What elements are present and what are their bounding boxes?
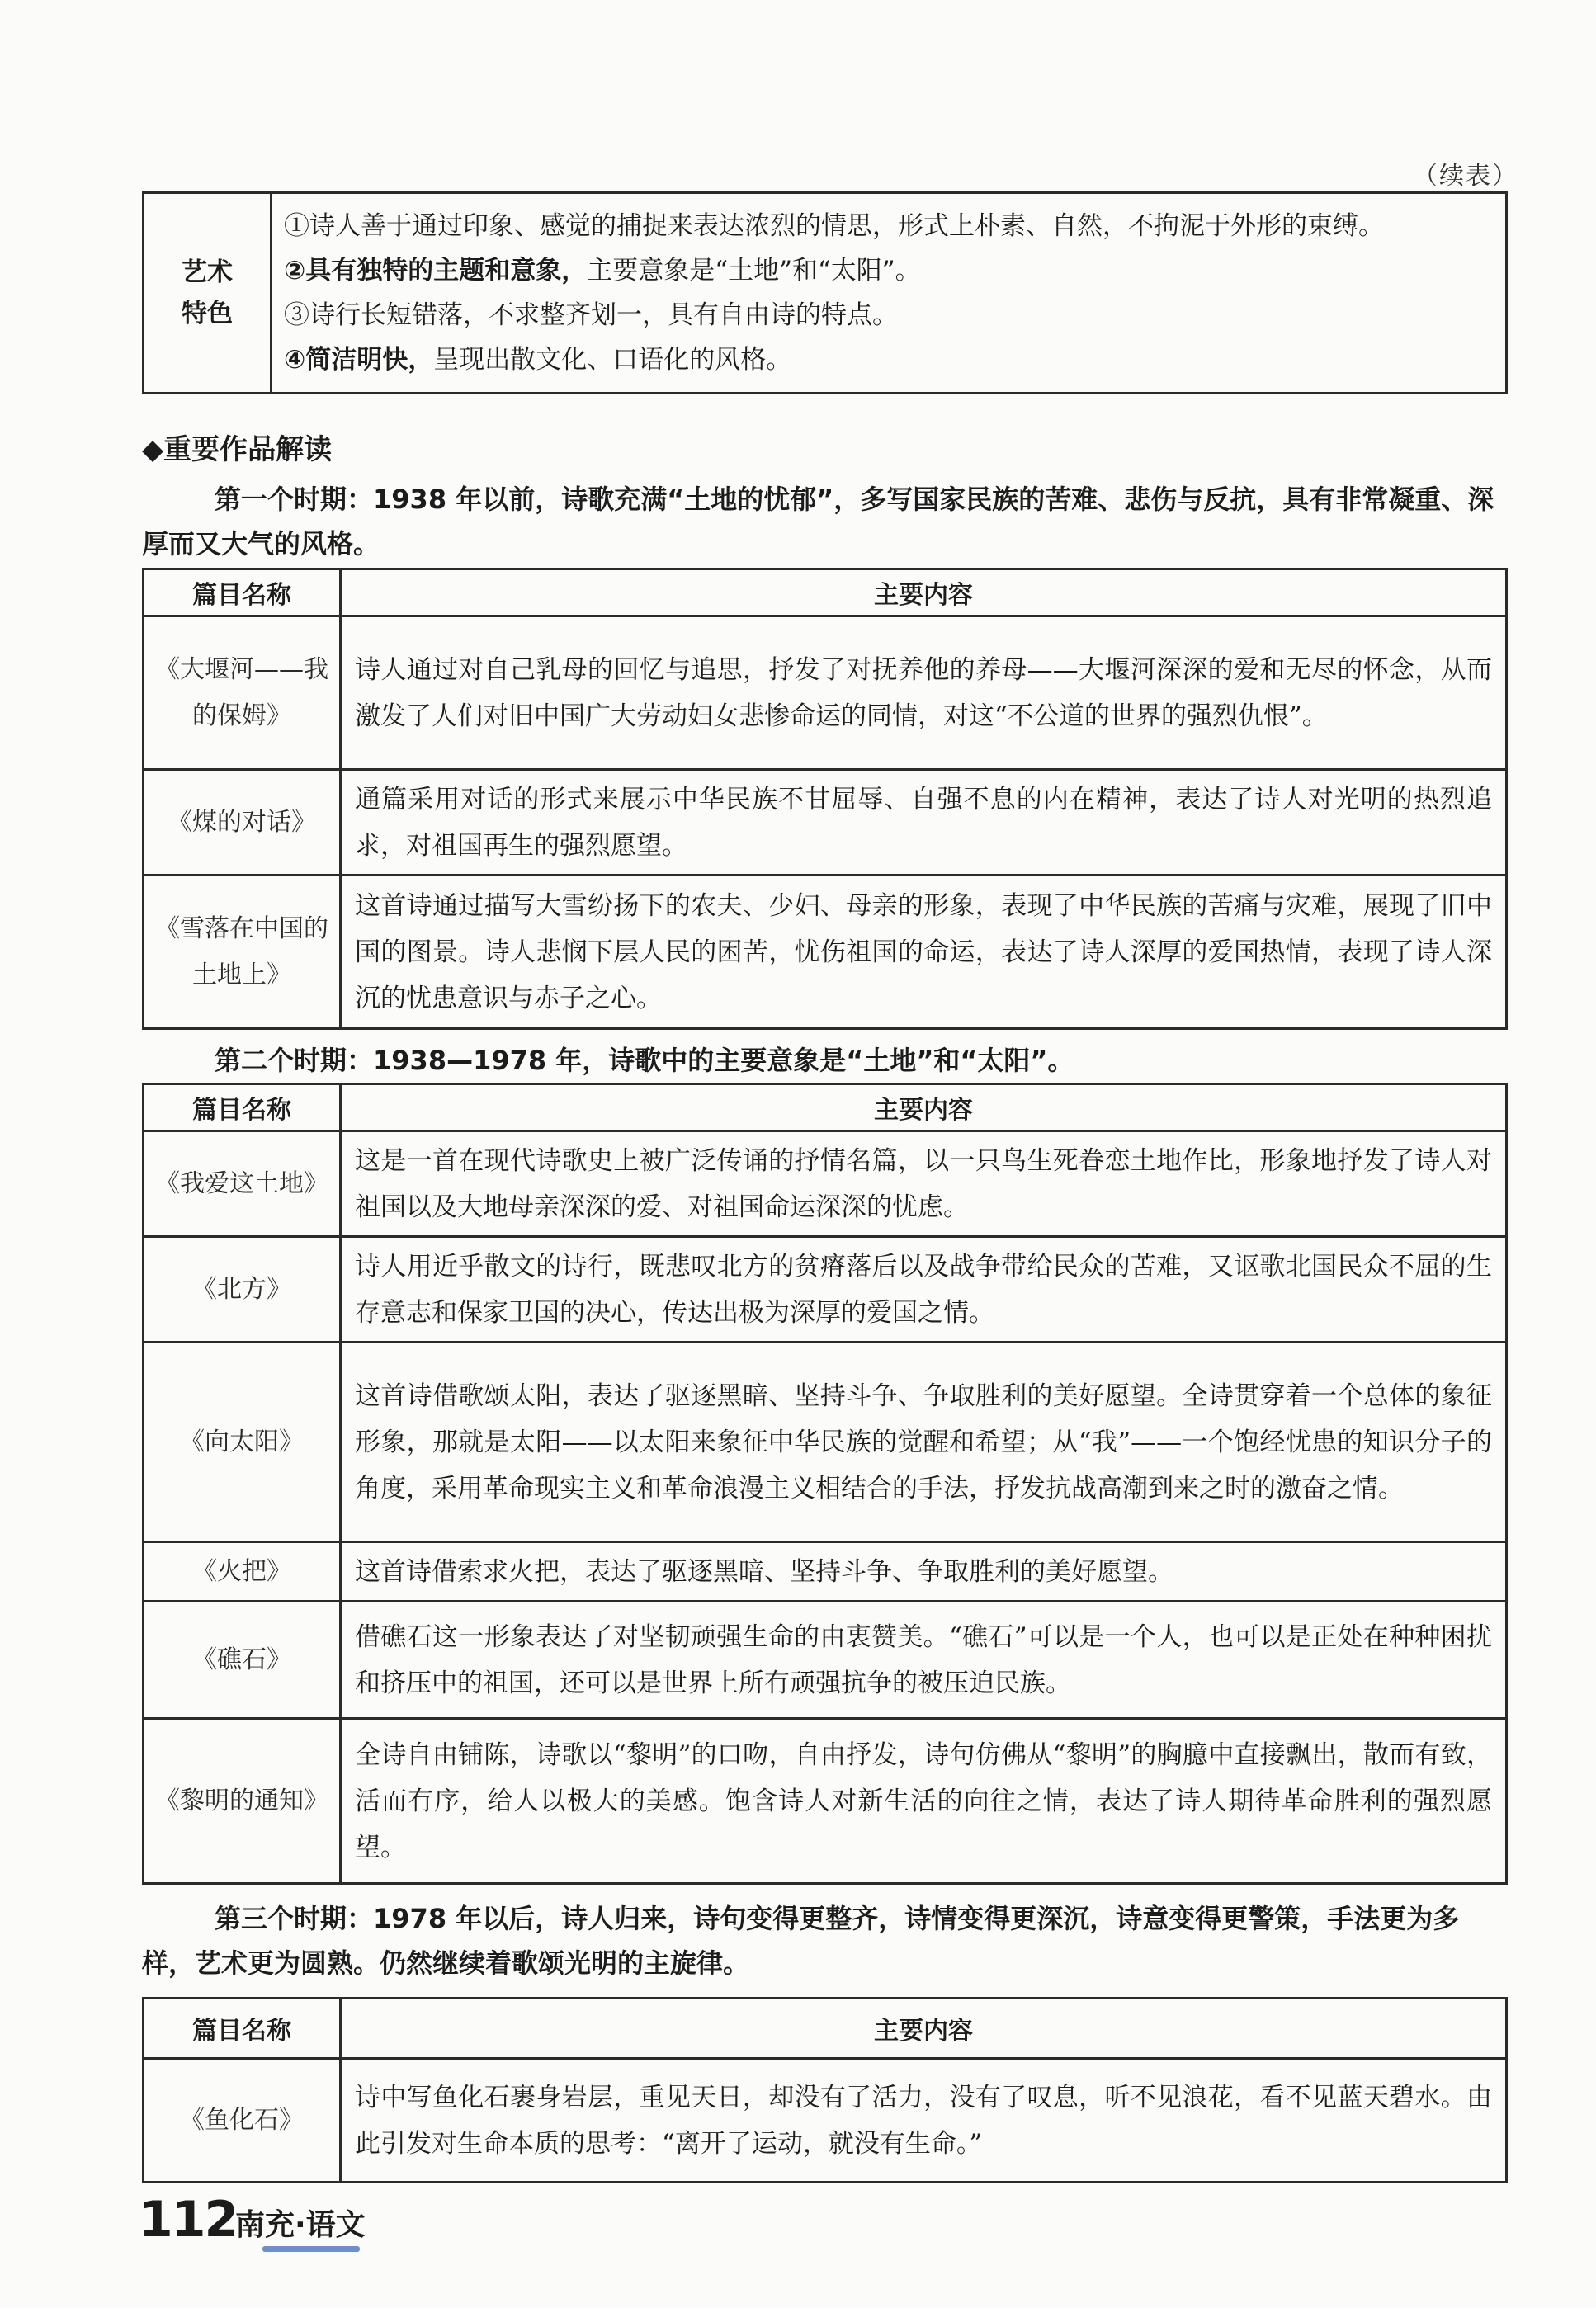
work-name: 《向太阳》	[144, 1343, 341, 1542]
period-text: 1938—1978 年，诗歌中的主要意象是“土地”和“太阳”。	[373, 1045, 1074, 1076]
footer-decor-bar	[262, 2246, 360, 2252]
works-table-3	[142, 1997, 1508, 2183]
art-features-body	[272, 193, 1507, 394]
work-content: 诗人用近乎散文的诗行，既悲叹北方的贫瘠落后以及战争带给民众的苦难，又讴歌北国民众不屈的生存意志和保家卫国的决心，传达出极为深厚的爱国之情。	[341, 1237, 1507, 1343]
period-2-intro	[142, 1038, 1508, 1083]
period-title: 第一个时期：	[215, 484, 374, 515]
work-name: 《火把》	[144, 1542, 341, 1602]
section-heading: ◆重要作品解读	[142, 433, 333, 466]
header-content: 主要内容	[341, 1084, 1507, 1131]
art-item: ④简洁明快，呈现出散文化、口语化的风格。	[284, 345, 792, 375]
work-content: 这是一首在现代诗歌史上被广泛传诵的抒情名篇，以一只鸟生死眷恋土地作比，形象地抒发了诗人对祖国以及大地母亲深深的爱、对祖国命运深深的忧虑。	[341, 1131, 1507, 1237]
header-name: 篇目名称	[144, 569, 341, 616]
period-text: 1938 年以前，诗歌充满“土地的忧郁”，多写国家民族的苦难、悲伤与反抗，具有非常凝重、深厚而又大气的风格。	[142, 484, 1494, 559]
work-content: 这首诗通过描写大雪纷扬下的农夫、少妇、母亲的形象，表现了中华民族的苦痛与灾难，展现了旧中国的图景。诗人悲悯下层人民的困苦，忧伤祖国的命运，表达了诗人深厚的爱国热情，表现了诗人深沉的忧患意识与赤子之心。	[341, 876, 1507, 1029]
header-name: 篇目名称	[144, 1084, 341, 1131]
work-content: 借礁石这一形象表达了对坚韧顽强生命的由衷赞美。“礁石”可以是一个人，也可以是正处在种种困扰和挤压中的祖国，还可以是世界上所有顽强抗争的被压迫民族。	[341, 1602, 1507, 1719]
period-1-intro	[142, 477, 1508, 566]
period-title: 第三个时期：	[215, 1903, 374, 1934]
art-item: ①诗人善于通过印象、感觉的捕捉来表达浓烈的情思，形式上朴素、自然，不拘泥于外形的束缚。	[284, 211, 1384, 241]
work-name: 《鱼化石》	[144, 2059, 341, 2183]
period-title: 第二个时期：	[215, 1045, 374, 1076]
page-number: 112	[139, 2191, 238, 2249]
art-item: ②具有独特的主题和意象，主要意象是“土地”和“太阳”。	[284, 256, 921, 286]
art-label-line1: 艺术	[182, 257, 233, 287]
work-name: 《大堰河——我的保姆》	[144, 616, 341, 770]
period-text: 1978 年以后，诗人归来，诗句变得更整齐，诗情变得更深沉，诗意变得更警策，手法更为多样，艺术更为圆熟。仍然继续着歌颂光明的主旋律。	[142, 1903, 1460, 1979]
header-content: 主要内容	[341, 1999, 1507, 2059]
art-features-label	[144, 193, 272, 394]
work-content: 诗中写鱼化石裹身岩层，重见天日，却没有了活力，没有了叹息，听不见浪花，看不见蓝天碧水。由此引发对生命本质的思考：“离开了运动，就没有生命。”	[341, 2059, 1507, 2183]
work-content: 这首诗借歌颂太阳，表达了驱逐黑暗、坚持斗争、争取胜利的美好愿望。全诗贯穿着一个总体的象征形象，那就是太阳——以太阳来象征中华民族的觉醒和希望；从“我”——一个饱经忧患的知识分子的角度，采用革命现实主义和革命浪漫主义相结合的手法，抒发抗战高潮到来之时的激奋之情。	[341, 1343, 1507, 1542]
art-item: ③诗行长短错落，不求整齐划一，具有自由诗的特点。	[284, 300, 898, 330]
works-table-1	[142, 568, 1508, 1030]
work-content: 诗人通过对自己乳母的回忆与追思，抒发了对抚养他的养母——大堰河深深的爱和无尽的怀念，从而激发了人们对旧中国广大劳动妇女悲惨命运的同情，对这“不公道的世界的强烈仇恨”。	[341, 616, 1507, 770]
work-content: 全诗自由铺陈，诗歌以“黎明”的口吻，自由抒发，诗句仿佛从“黎明”的胸臆中直接飘出，散而有致，活而有序，给人以极大的美感。饱含诗人对新生活的向往之情，表达了诗人期待革命胜利的强烈愿望。	[341, 1719, 1507, 1884]
works-table-2	[142, 1083, 1508, 1885]
work-name: 《黎明的通知》	[144, 1719, 341, 1884]
footer-label: 南充·语文	[235, 2208, 366, 2242]
work-name: 《礁石》	[144, 1602, 341, 1719]
header-content: 主要内容	[341, 569, 1507, 616]
continued-note: （续表）	[1413, 162, 1518, 191]
art-label-line2: 特色	[182, 299, 233, 328]
work-content: 这首诗借索求火把，表达了驱逐黑暗、坚持斗争、争取胜利的美好愿望。	[341, 1542, 1507, 1602]
period-3-intro	[142, 1896, 1508, 1985]
work-name: 《北方》	[144, 1237, 341, 1343]
work-name: 《雪落在中国的土地上》	[144, 876, 341, 1029]
work-name: 《煤的对话》	[144, 770, 341, 876]
header-name: 篇目名称	[144, 1999, 341, 2059]
art-features-table	[142, 191, 1508, 394]
work-name: 《我爱这土地》	[144, 1131, 341, 1237]
work-content: 通篇采用对话的形式来展示中华民族不甘屈辱、自强不息的内在精神，表达了诗人对光明的热烈追求，对祖国再生的强烈愿望。	[341, 770, 1507, 876]
